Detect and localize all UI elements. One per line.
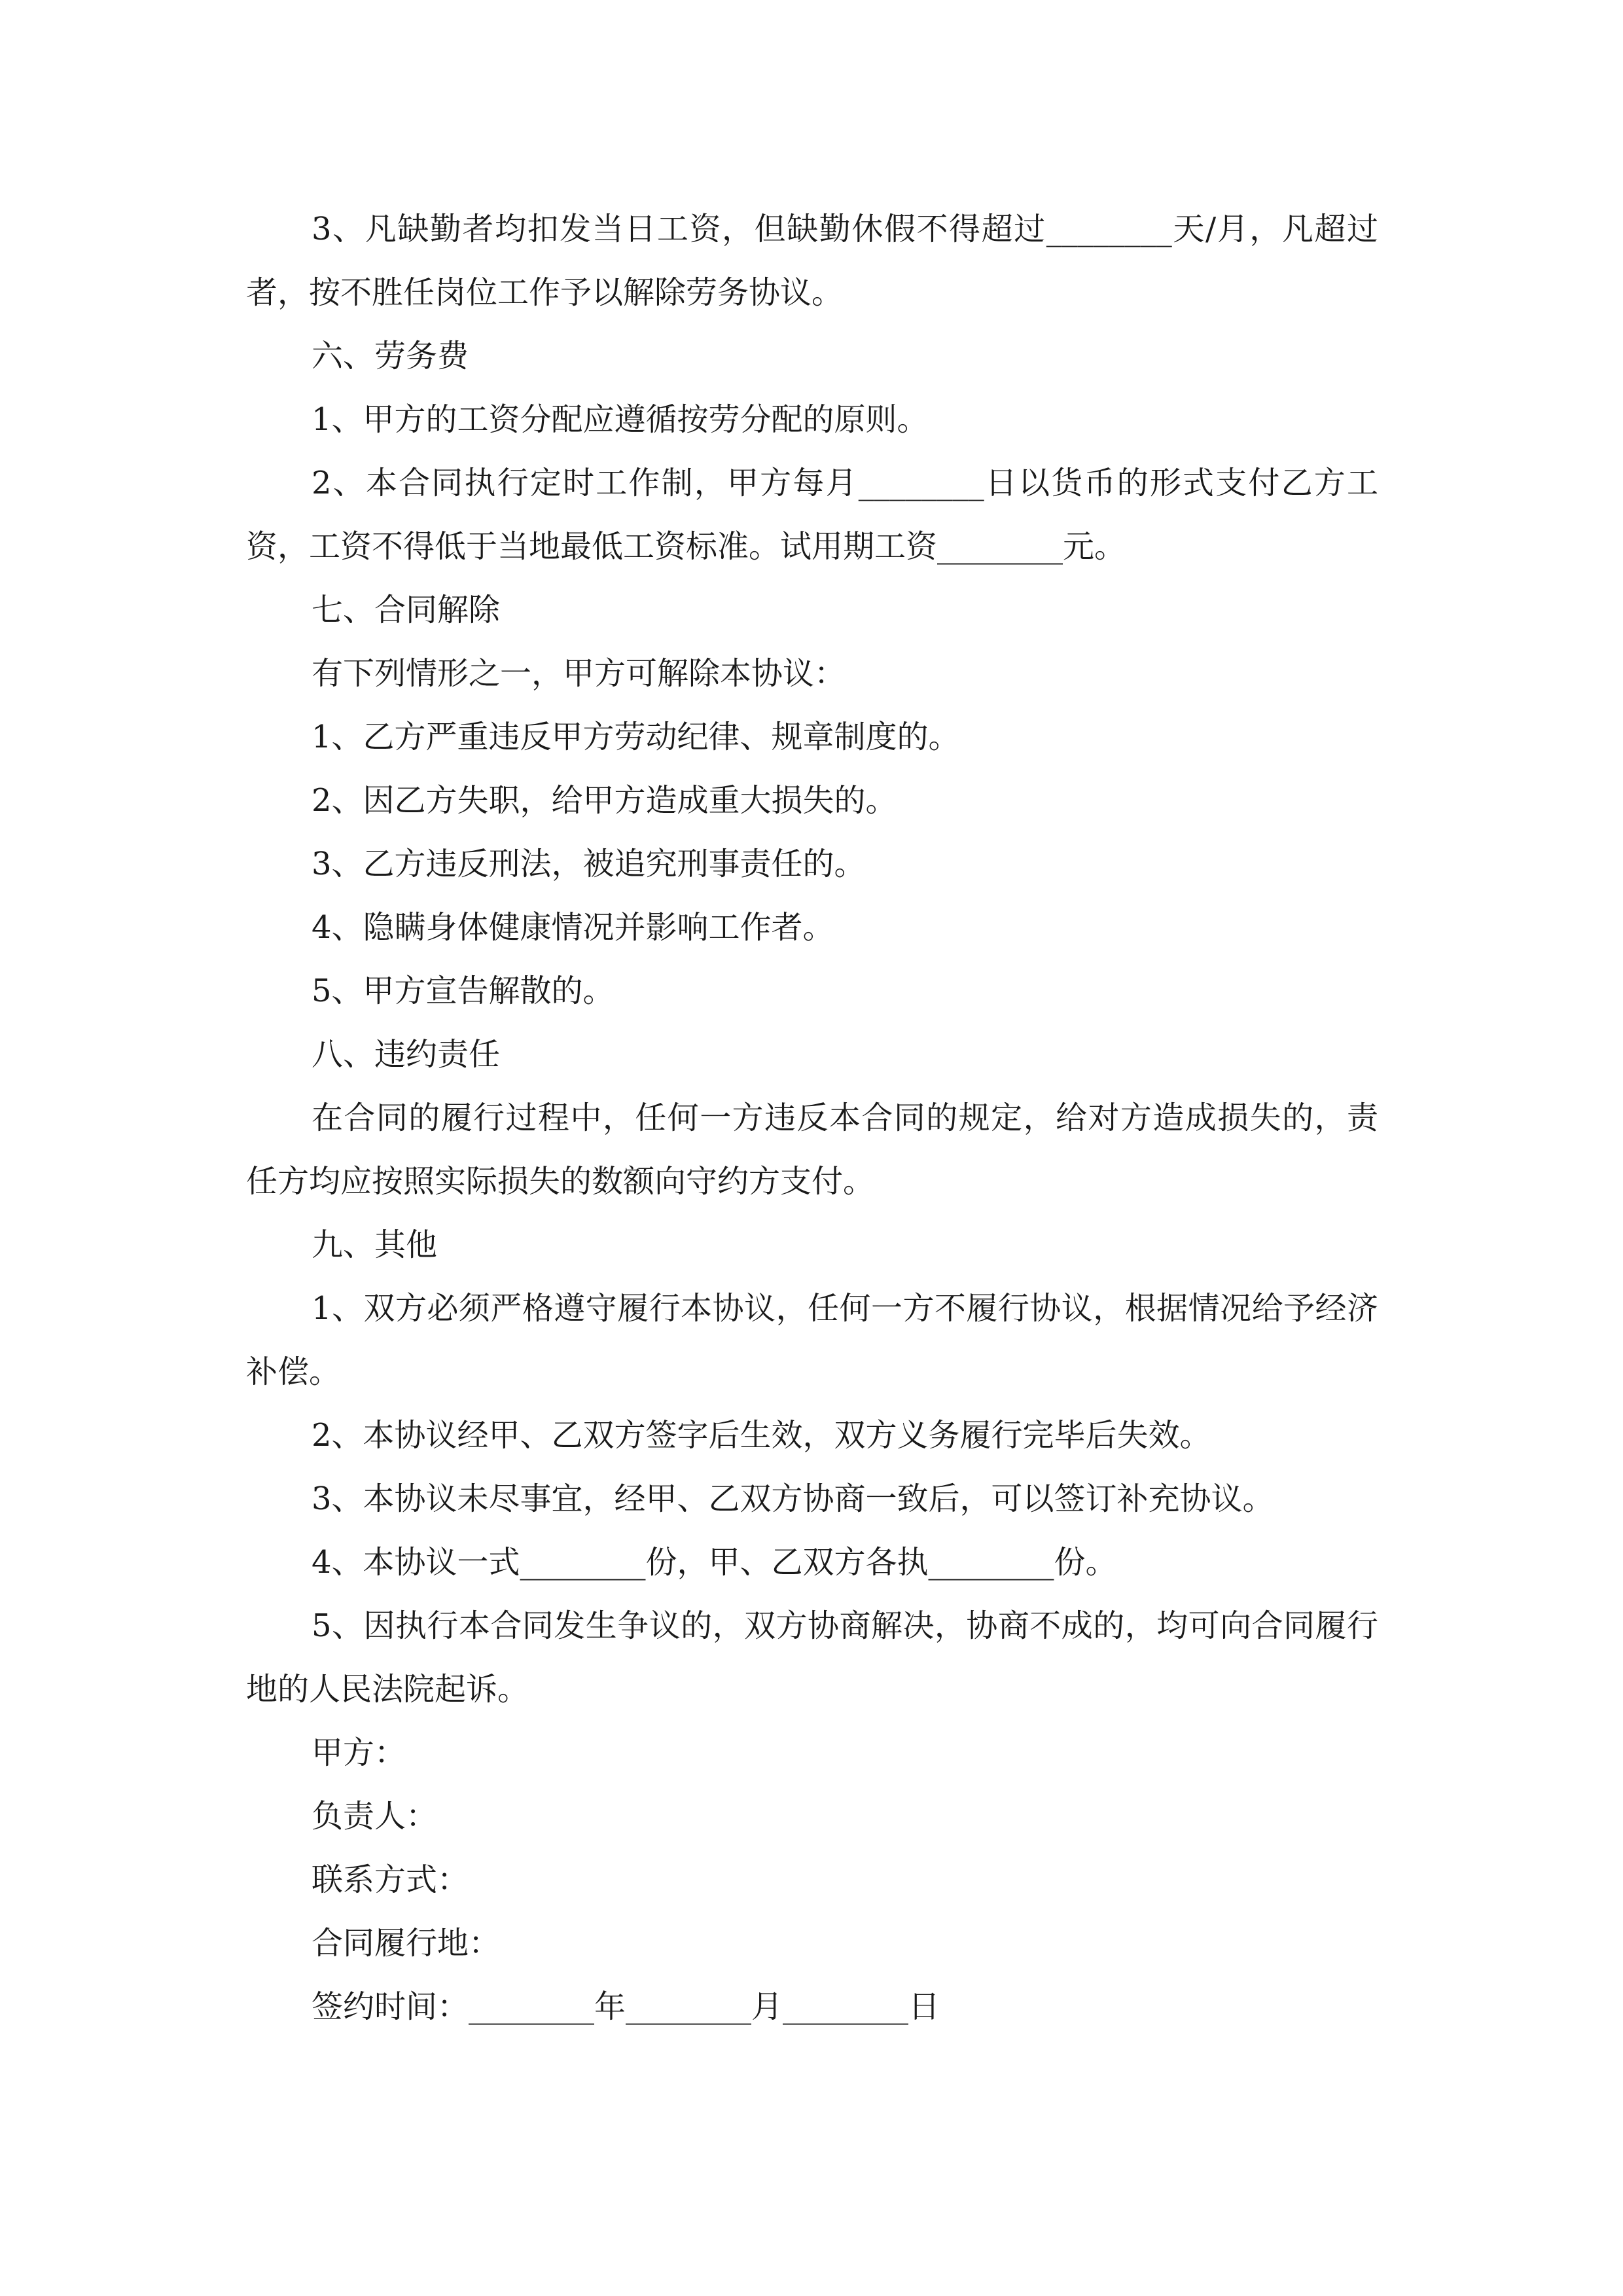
signature-date: 签约时间：________年________月________日 bbox=[312, 1988, 940, 2025]
clause-breach-liability: 在合同的履行过程中，任何一方违反本合同的规定，给对方造成损失的，责任方均应按照实际损失的数额向守约方支付。 bbox=[246, 1100, 1378, 1200]
section-heading-labor-fee: 六、劳务费 bbox=[312, 338, 469, 374]
clause-wage-payment: 2、本合同执行定时工作制，甲方每月________日以货币的形式支付乙方工资，工资不得低于当地最低工资标准。试用期工资________元。 bbox=[246, 465, 1378, 565]
other-item-5: 5、因执行本合同发生争议的，双方协商解决，协商不成的，均可向合同履行地的人民法院起诉。 bbox=[246, 1607, 1378, 1708]
termination-item-2: 2、因乙方失职，给甲方造成重大损失的。 bbox=[312, 782, 897, 819]
termination-item-4: 4、隐瞒身体健康情况并影响工作者。 bbox=[312, 909, 834, 946]
document-body bbox=[246, 198, 1378, 2039]
termination-item-1: 1、乙方严重违反甲方劳动纪律、规章制度的。 bbox=[312, 719, 960, 755]
clause-wage-principle: 1、甲方的工资分配应遵循按劳分配的原则。 bbox=[312, 401, 929, 438]
other-item-2: 2、本协议经甲、乙双方签字后生效，双方义务履行完毕后失效。 bbox=[312, 1417, 1211, 1454]
termination-item-5: 5、甲方宣告解散的。 bbox=[312, 973, 615, 1009]
signature-responsible-person: 负责人： bbox=[312, 1798, 438, 1835]
termination-intro: 有下列情形之一，甲方可解除本协议： bbox=[312, 655, 846, 692]
signature-contact: 联系方式： bbox=[312, 1861, 469, 1898]
section-heading-other: 九、其他 bbox=[312, 1227, 438, 1263]
other-item-3: 3、本协议未尽事宜，经甲、乙双方协商一致后，可以签订补充协议。 bbox=[312, 1480, 1274, 1517]
section-heading-breach: 八、违约责任 bbox=[312, 1036, 501, 1073]
other-item-4: 4、本协议一式________份，甲、乙双方各执________份。 bbox=[312, 1544, 1117, 1581]
clause-absence-limit: 3、凡缺勤者均扣发当日工资，但缺勤休假不得超过________天/月，凡超过者，按不胜任岗位工作予以解除劳务协议。 bbox=[246, 211, 1378, 311]
signature-party-a: 甲方： bbox=[312, 1734, 406, 1771]
other-item-1: 1、双方必须严格遵守履行本协议，任何一方不履行协议，根据情况给予经济补偿。 bbox=[246, 1290, 1378, 1390]
termination-item-3: 3、乙方违反刑法，被追究刑事责任的。 bbox=[312, 846, 866, 882]
section-heading-termination: 七、合同解除 bbox=[312, 592, 501, 628]
signature-place: 合同履行地： bbox=[312, 1925, 501, 1962]
